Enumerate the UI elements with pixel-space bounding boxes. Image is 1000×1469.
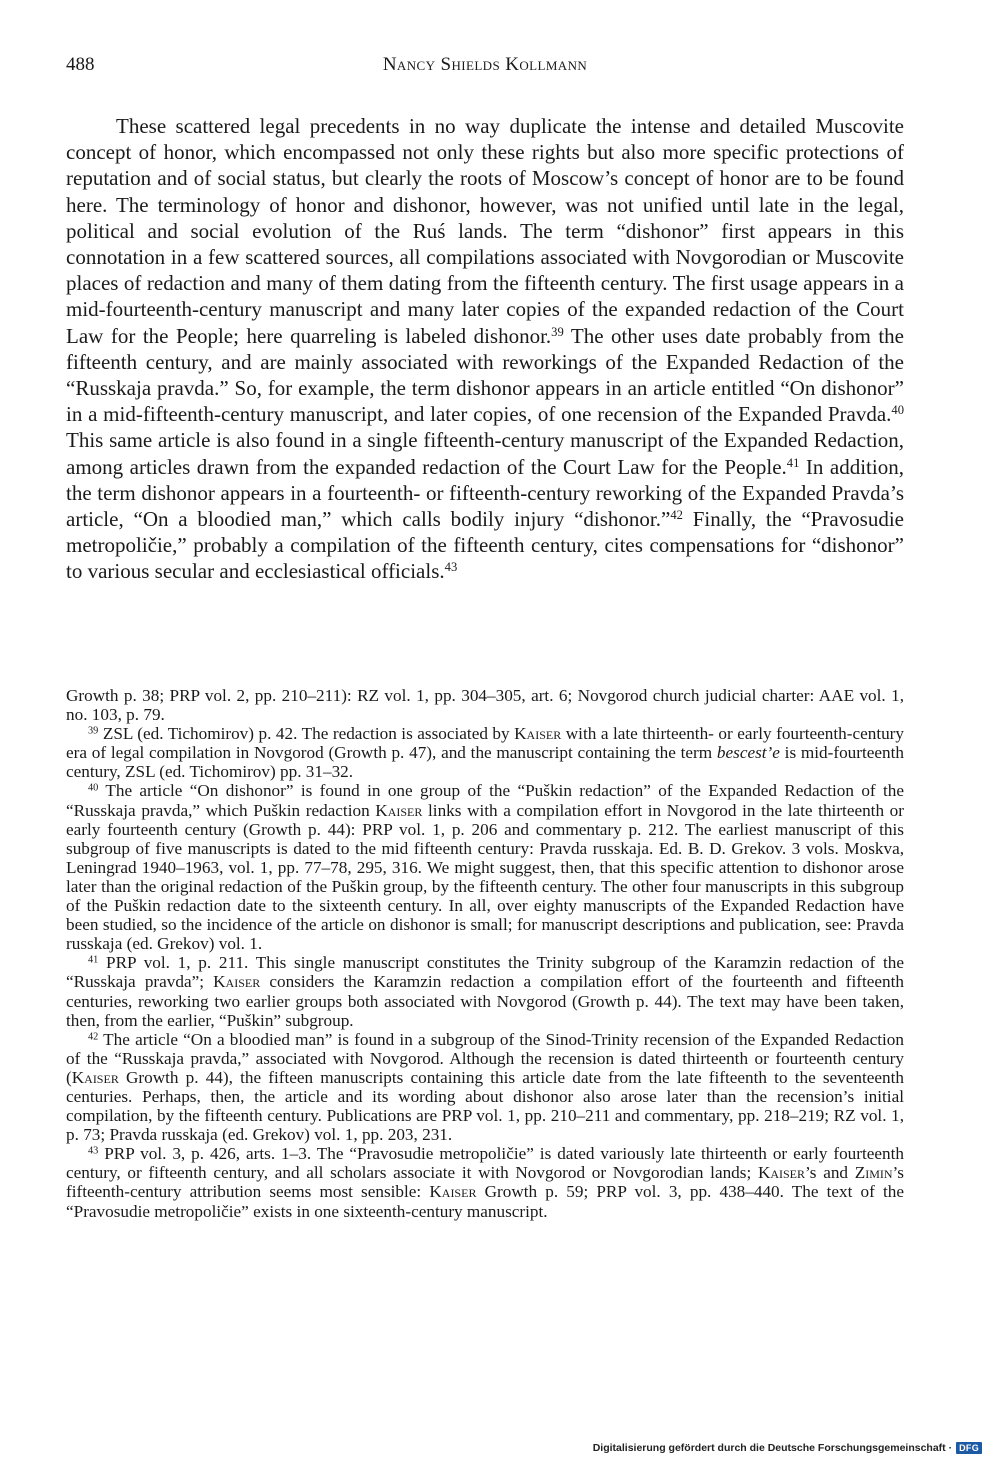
page-number: 488 xyxy=(66,54,95,75)
text-run: ZSL (ed. Tichomirov) p. 42. The redaction is associated by xyxy=(98,724,515,744)
text-run: In addition, the term dishonor appears in a fourteenth- or fifteenth-century reworking of the Expanded Pravda’s article, “On a bloodied man,” which calls bodily injury “dishonor.” xyxy=(66,454,904,532)
text-run: ’s and xyxy=(805,1163,855,1183)
text-run: with a late thirteenth- or early fourteenth-century era of legal compilation in Novgorod (Growth p. 47), and the manuscript containing the term xyxy=(66,724,904,763)
credit-text: Digitalisierung gefördert durch die Deutsche Forschungsgemeinschaft · xyxy=(592,1442,953,1454)
text-run: Finally, the “Pravosudie metropoličie,” probably a compilation of the fifteenth century, cites compensations for “dishonor” to various secular and ecclesiastical officials. xyxy=(66,507,904,584)
body-paragraph xyxy=(66,113,904,585)
footnotes xyxy=(66,686,904,1221)
text-run: considers the Karamzin redaction a compilation effort of the fourteenth and fifteenth centuries, reworking two earlier groups both associated with Novgorod (Growth p. 44). The text may have been taken, then, from the earlier, “Puškin” subgroup. xyxy=(66,972,904,1030)
footnote-42 xyxy=(66,1030,904,1145)
author-name: Kaiser xyxy=(429,1182,477,1202)
digitization-credit xyxy=(593,1442,982,1454)
author-name: Kaiser xyxy=(213,972,261,992)
text-run: Growth p. 44), the fifteen manuscripts containing this article date from the late fifteenth to the seventeenth centuries. Perhaps, then, the article and its wording about dishonor also arose later than the recension’s initial compilation, by the fifteenth century. Publications are PRP vol. 1, pp. 210–211 and commentary, pp. 218–219; RZ vol. 1, p. 73; Pravda russkaja (ed. Grekov) vol. 1, pp. 203, 231. xyxy=(66,1067,904,1145)
footnote-ref-42[interactable]: 42 xyxy=(670,508,683,523)
author-name: Kaiser xyxy=(375,800,423,820)
footnote-ref-40[interactable]: 40 xyxy=(891,403,904,418)
author-name: Kaiser xyxy=(757,1163,806,1183)
page-header xyxy=(66,54,904,82)
text-run: links with a compilation effort in Novgorod in the late thirteenth or early fourteenth century (Growth p. 44): PRP vol. 1, p. 206 and commentary p. 212. The earliest manuscript of this subgroup of five manuscripts is dated to the mid fifteenth century: Pravda russkaja. Ed. B. D. Grekov. 3 vols. Moskva, Leningrad 1940–1963, vol. 1, pp. 77–78, 295, 316. We might suggest, then, that this specific attention to dishonor arose later than the original redaction of the Puškin group, by the fifteenth century. The other four manuscripts in this subgroup of the Puškin redaction date to the sixteenth century. In all, over eighty manuscripts of the Expanded Redaction have been studied, so the incidence of the article on dishonor is small; for manuscript descriptions and publication, see: Pravda russkaja (ed. Grekov) vol. 1. xyxy=(66,800,904,954)
footnote-continuation: Growth p. 38; PRP vol. 2, pp. 210–211): RZ vol. 1, pp. 304–305, art. 6; Novgorod church judicial charter: AAE vol. 1, no. 103, p. 79. xyxy=(66,686,904,725)
author-name: Zimin xyxy=(854,1163,893,1183)
footnote-39 xyxy=(66,724,904,781)
footnote-number: 42 xyxy=(88,1031,99,1043)
footnote-43 xyxy=(66,1144,904,1220)
author-name: Kaiser xyxy=(71,1067,119,1087)
text-run: The other uses date probably from the fifteenth century, and are mainly associated with reworkings of the Expanded Redaction of the “Russkaja pravda.” So, for example, the term dishonor appears in an article entitled “On dishonor” in a mid-fifteenth-century manuscript, and later copies, of one recension of the Expanded Pravda. xyxy=(66,323,905,427)
footnote-ref-39[interactable]: 39 xyxy=(551,324,564,339)
footnote-number: 43 xyxy=(88,1145,99,1157)
text-run: This same article is also found in a single fifteenth-century manuscript of the Expanded Redaction, among articles drawn from the expanded redaction of the Court Law for the People. xyxy=(66,428,904,479)
body-text xyxy=(66,113,904,585)
term-italic: bescest’e xyxy=(716,743,780,763)
running-head: Nancy Shields Kollmann xyxy=(382,54,588,75)
footnote-number: 41 xyxy=(88,954,99,966)
footnote-40 xyxy=(66,781,904,953)
text-run: These scattered legal precedents in no way duplicate the intense and detailed Muscovite concept of honor, which encompassed not only these rights but also more specific protections of reputation and of social status, but clearly the roots of Moscow’s concept of honor are to be found here. The terminology of honor and dishonor, however, was not unified until late in the legal, political and social evolution of the Ruś lands. The term “dishonor” first appears in this connotation in a few scattered sources, all compilations associated with Novgorodian or Muscovite places of redaction and many of them dating from the fifteenth century. The first usage appears in a mid-fourteenth-century manuscript and many later copies of the expanded redaction of the Court Law for the People; here quarreling is labeled dishonor. xyxy=(66,114,904,348)
footnote-ref-41[interactable]: 41 xyxy=(786,455,800,470)
text-run: The article “On dishonor” is found in one group of the “Puškin redaction” of the Expanded Redaction of the “Russkaja pravda,” which Puškin redaction xyxy=(66,781,904,820)
text-run: Growth p. 59; PRP vol. 3, pp. 438–440. The text of the “Pravosudie metropoličie” exists in one sixteenth-century manuscript. xyxy=(66,1182,904,1221)
text-run: PRP vol. 1, p. 211. This single manuscript constitutes the Trinity subgroup of the Karamzin redaction of the “Russkaja pravda”; xyxy=(66,953,904,992)
text-run: ’s fifteenth-century attribution seems most sensible: xyxy=(66,1163,904,1202)
text-run: is mid-fourteenth century, ZSL (ed. Tichomirov) pp. 31–32. xyxy=(66,743,904,782)
footnote-41 xyxy=(66,953,904,1029)
footnote-number: 39 xyxy=(88,725,99,737)
footnote-ref-43[interactable]: 43 xyxy=(444,560,458,575)
dfg-logo-icon: DFG xyxy=(956,1442,982,1454)
text-run: PRP vol. 3, p. 426, arts. 1–3. The “Pravosudie metropoličie” is dated variously late thirteenth or early fourteenth century, or fifteenth century, and all scholars associate it with Novgorod or Novgorodian lands; xyxy=(66,1144,904,1183)
text-run: The article “On a bloodied man” is found in a subgroup of the Sinod-Trinity recension of the Expanded Redaction of the “Russkaja pravda,” associated with Novgorod. Although the recension is dated thirteenth or fourteenth century ( xyxy=(66,1029,904,1087)
footnote-number: 40 xyxy=(88,782,99,794)
author-name: Kaiser xyxy=(514,724,562,744)
